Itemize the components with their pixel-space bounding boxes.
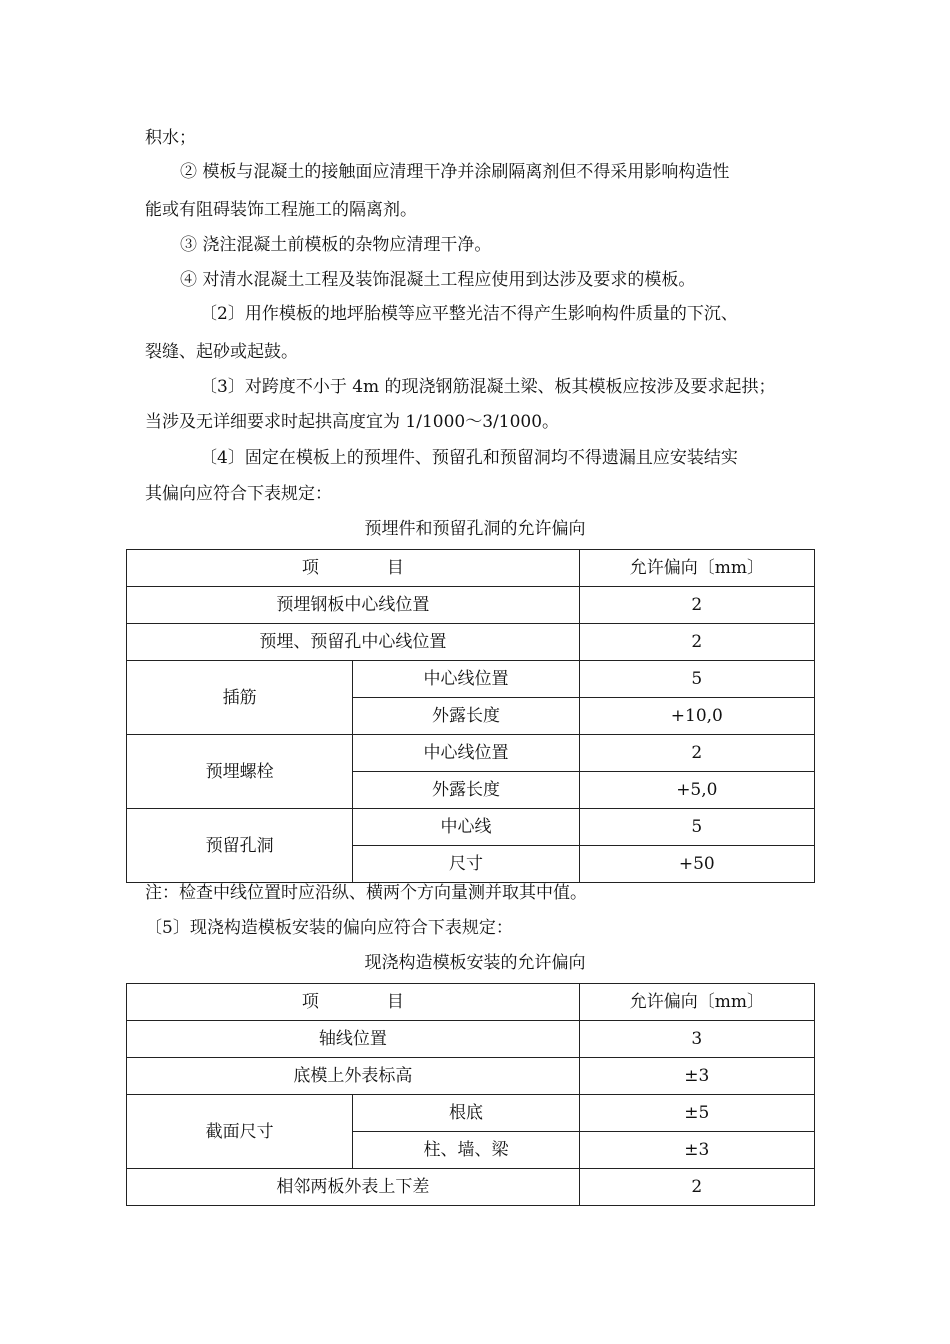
row-value: 2: [579, 587, 814, 624]
header-value: 允许偏向〔mm〕: [579, 984, 814, 1021]
paragraph-line: 〔3〕对跨度不小于 4m 的现浇钢筋混凝土梁、板其模板应按涉及要求起拱；: [200, 377, 776, 397]
group-label: 预埋螺栓: [127, 735, 353, 809]
row-value: 2: [579, 735, 814, 772]
sub-label: 根底: [353, 1095, 579, 1132]
row-value: +50: [579, 846, 814, 883]
table-row: [127, 624, 815, 661]
table-row: [127, 587, 815, 624]
row-value: 2: [579, 624, 814, 661]
row-value: +10,0: [579, 698, 814, 735]
header-item: 项 目: [127, 984, 580, 1021]
row-value: ±3: [579, 1058, 814, 1095]
row-label: 轴线位置: [127, 1021, 580, 1058]
sub-label: 外露长度: [353, 772, 579, 809]
paragraph-line: 〔2〕用作模板的地坪胎模等应平整光洁不得产生影响构件质量的下沉、: [200, 304, 738, 324]
paragraph-line: ④ 对清水混凝土工程及装饰混凝土工程应使用到达涉及要求的模板。: [180, 270, 696, 290]
sub-label: 中心线位置: [353, 661, 579, 698]
row-label: 相邻两板外表上下差: [127, 1169, 580, 1206]
header-value: 允许偏向〔mm〕: [579, 550, 814, 587]
row-label: 预埋、预留孔中心线位置: [127, 624, 580, 661]
paragraph-line: 其偏向应符合下表规定：: [145, 484, 332, 504]
paragraph-line: 积水；: [145, 128, 196, 148]
table-header-row: [127, 550, 815, 587]
row-value: 5: [579, 809, 814, 846]
table-row: [127, 1058, 815, 1095]
table1-caption: 预埋件和预留孔洞的允许偏向: [364, 519, 586, 539]
paragraph-line: ③ 浇注混凝土前模板的杂物应清理干净。: [180, 235, 492, 255]
paragraph-line: 当涉及无详细要求时起拱高度宜为 1/1000～3/1000。: [145, 412, 560, 432]
group-label: 预留孔洞: [127, 809, 353, 883]
group-label: 插筋: [127, 661, 353, 735]
group-label: 截面尺寸: [127, 1095, 353, 1169]
table2-caption: 现浇构造模板安装的允许偏向: [364, 953, 586, 973]
row-value: 3: [579, 1021, 814, 1058]
table-row: [127, 735, 815, 772]
row-value: ±3: [579, 1132, 814, 1169]
sub-label: 中心线: [353, 809, 579, 846]
row-value: +5,0: [579, 772, 814, 809]
paragraph-line: 〔5〕现浇构造模板安装的偏向应符合下表规定：: [145, 918, 513, 938]
sub-label: 尺寸: [353, 846, 579, 883]
paragraph-line: 〔4〕固定在模板上的预埋件、预留孔和预留洞均不得遗漏且应安装结实: [200, 448, 738, 468]
row-value: ±5: [579, 1095, 814, 1132]
table1-note: 注：检查中线位置时应沿纵、横两个方向量测并取其中值。: [145, 883, 587, 903]
table-row: [127, 661, 815, 698]
table-header-row: [127, 984, 815, 1021]
row-value: 2: [579, 1169, 814, 1206]
sub-label: 中心线位置: [353, 735, 579, 772]
table-row: [127, 1021, 815, 1058]
row-value: 5: [579, 661, 814, 698]
row-label: 底模上外表标高: [127, 1058, 580, 1095]
sub-label: 柱、墙、梁: [353, 1132, 579, 1169]
table-row: [127, 1169, 815, 1206]
paragraph-line: 裂缝、起砂或起鼓。: [145, 342, 298, 362]
table-row: [127, 809, 815, 846]
sub-label: 外露长度: [353, 698, 579, 735]
formwork-deviation-table: [126, 983, 815, 1206]
paragraph-line: 能或有阻碍装饰工程施工的隔离剂。: [145, 200, 417, 220]
row-label: 预埋钢板中心线位置: [127, 587, 580, 624]
embedded-parts-deviation-table: [126, 549, 815, 883]
header-item: 项 目: [127, 550, 580, 587]
paragraph-line: ② 模板与混凝土的接触面应清理干净并涂刷隔离剂但不得采用影响构造性: [180, 162, 730, 182]
table-row: [127, 1095, 815, 1132]
